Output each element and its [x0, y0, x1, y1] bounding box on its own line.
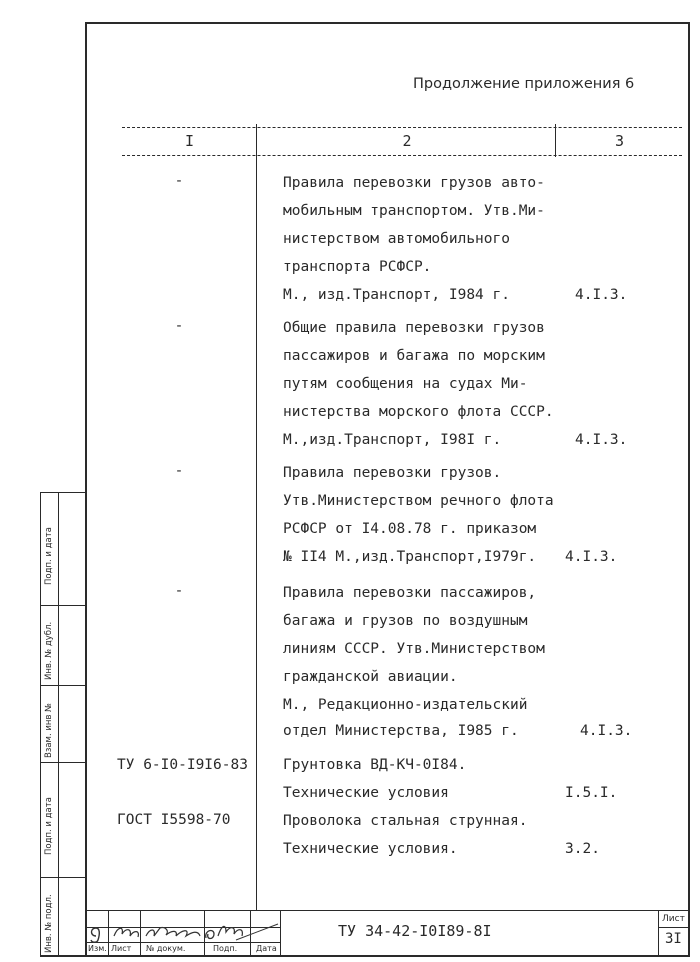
side-label: Инв. № подл.	[44, 894, 54, 953]
column-separator-1	[256, 124, 257, 910]
entry-ref: 4.I.3.	[580, 723, 633, 739]
entry-line: РСФСР от I4.08.78 г. приказом	[283, 521, 537, 537]
entry-line: М.,изд.Транспорт, I98I г.	[283, 432, 502, 448]
side-strip-top	[40, 492, 86, 493]
entry-line: гражданской авиации.	[283, 669, 458, 685]
entry-line: багажа и грузов по воздушным	[283, 613, 528, 629]
sheet-label: Лист	[662, 914, 685, 924]
title-block-col	[658, 910, 659, 956]
entry-code: -	[174, 173, 184, 189]
side-strip-outer	[40, 492, 41, 956]
col-label: Лист	[111, 944, 132, 953]
entry-code: -	[174, 318, 184, 334]
frame-left	[85, 22, 87, 957]
entry-line: Правила перевозки грузов авто-	[283, 175, 545, 191]
col-label: Дата	[256, 944, 277, 953]
entry-line: линиям СССР. Утв.Министерством	[283, 641, 545, 657]
side-label: Инв. № дубл.	[44, 621, 54, 680]
frame-bottom	[40, 955, 690, 957]
entry-line: отдел Министерства, I985 г.	[283, 723, 519, 739]
entry-line: путям сообщения на судах Ми-	[283, 376, 528, 392]
document-designation: ТУ 34-42-I0I89-8I	[338, 922, 492, 940]
handwritten-revision-marks	[86, 918, 282, 944]
side-divider	[40, 877, 86, 878]
entry-line: транспорта РСФСР.	[283, 259, 432, 275]
entry-code: -	[174, 463, 184, 479]
entry-ref: 3.2.	[565, 841, 600, 857]
col-label: Подп.	[213, 944, 238, 953]
side-label: Подп. и дата	[44, 527, 54, 585]
entry-line: М., изд.Транспорт, I984 г.	[283, 287, 510, 303]
entry-line: М., Редакционно-издательский	[283, 697, 528, 713]
entry-code: ТУ 6-I0-I9I6-83	[117, 757, 248, 773]
entry-line: Утв.Министерством речного флота	[283, 493, 554, 509]
col-label: № докум.	[146, 944, 186, 953]
entry-code: -	[174, 583, 184, 599]
entry-line: № II4 М.,изд.Транспорт,I979г.	[283, 549, 537, 565]
frame-right	[688, 22, 690, 957]
col-label: Изм.	[88, 944, 107, 953]
side-divider	[40, 605, 86, 606]
entry-line: Технические условия.	[283, 841, 458, 857]
entry-line: нистерства морского флота СССР.	[283, 404, 554, 420]
title-block-top	[85, 910, 690, 911]
column-header-2: 2	[402, 132, 412, 150]
side-label: Подп. и дата	[44, 797, 54, 855]
entry-line: Технические условия	[283, 785, 449, 801]
column-separator-2	[555, 124, 556, 157]
side-divider	[40, 685, 86, 686]
entry-ref: 4.I.3.	[575, 287, 628, 303]
side-strip-inner	[58, 492, 59, 956]
entry-line: пассажиров и багажа по морским	[283, 348, 545, 364]
entry-line: Правила перевозки пассажиров,	[283, 585, 537, 601]
entry-line: Проволока стальная струнная.	[283, 813, 528, 829]
entry-line: Общие правила перевозки грузов	[283, 320, 545, 336]
entry-code: ГОСТ I5598-70	[117, 812, 231, 828]
table-header-bottom-rule	[122, 155, 682, 156]
entry-line: мобильным транспортом. Утв.Ми-	[283, 203, 545, 219]
entry-line: Правила перевозки грузов.	[283, 465, 502, 481]
column-header-3: 3	[614, 132, 625, 150]
title-block-row	[658, 927, 690, 928]
frame-top	[85, 22, 690, 24]
column-header-1: I	[184, 132, 195, 150]
continuation-note: Продолжение приложения 6	[413, 76, 635, 92]
side-label: Взам. инв №	[44, 702, 54, 758]
entry-line: Грунтовка ВД-КЧ-0I84.	[283, 757, 467, 773]
entry-line: нистерством автомобильного	[283, 231, 510, 247]
sheet-number: 3I	[665, 931, 682, 947]
entry-ref: I.5.I.	[565, 785, 618, 801]
entry-ref: 4.I.3.	[575, 432, 628, 448]
table-header-top-rule	[122, 127, 682, 128]
entry-ref: 4.I.3.	[565, 549, 618, 565]
side-divider	[40, 762, 86, 763]
